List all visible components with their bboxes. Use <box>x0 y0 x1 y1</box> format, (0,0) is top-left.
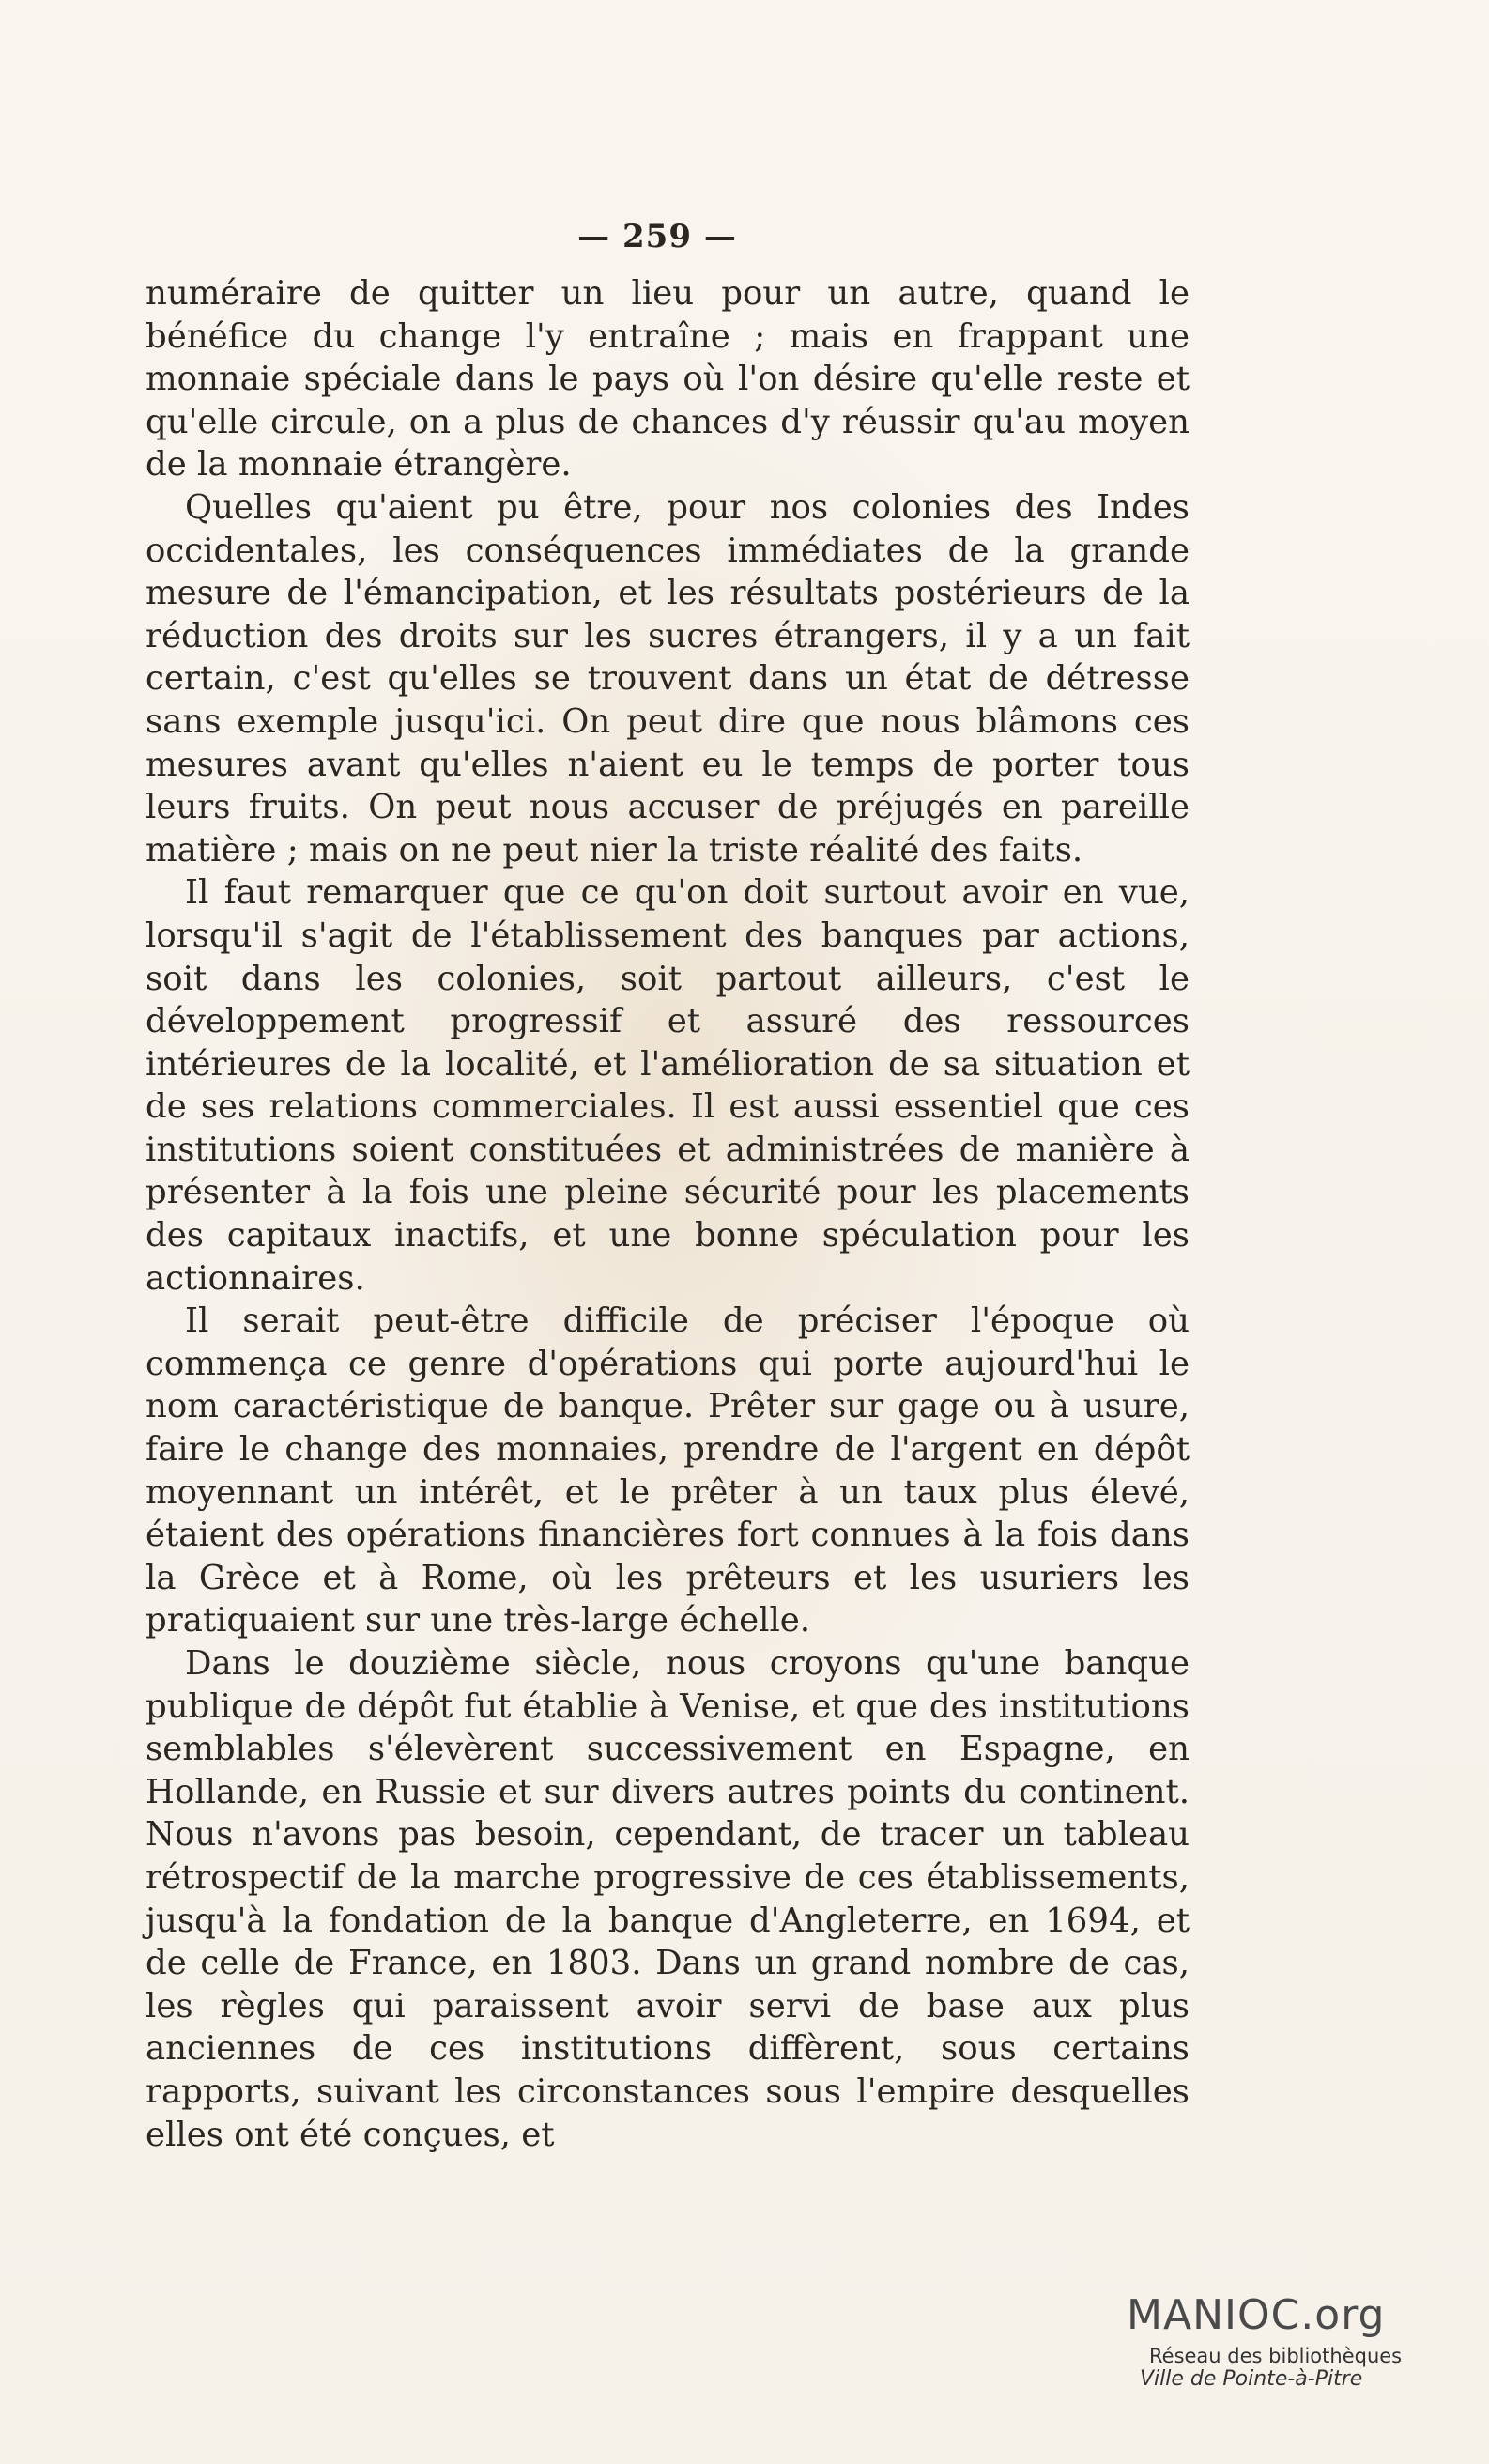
page-number: — 259 — <box>577 218 737 255</box>
paragraph: Quelles qu'aient pu être, pour nos colonies des Indes occidentales, les conséquences immédiates de la grande mesure de l'émancipation, et les résultats postérieurs de la réduction des droits sur les sucres étrangers, il y a un fait certain, c'est qu'elles se trouvent dans un état de détresse sans exemple jusqu'ici. On peut dire que nous blâmons ces mesures avant qu'elles n'aient eu le temps de porter tous leurs fruits. On peut nous accuser de préjugés en pareille matière ; mais on ne peut nier la triste réalité des faits. <box>146 487 1190 870</box>
logo-subtitle: Réseau des bibliothèques <box>1149 2345 1403 2367</box>
paragraph: Dans le douzième siècle, nous croyons qu'une banque publique de dépôt fut établie à Venise, et que des institutions semblables s'élevèrent successivement en Espagne, en Hollande, en Russie et sur divers autres points du continent. Nous n'avons pas besoin, cependant, de tracer un tableau rétrospectif de la marche progressive de ces établissements, jusqu'à la fondation de la banque d'Angleterre, en 1694, et de celle de France, en 1803. Dans un grand nombre de cas, les règles qui paraissent avoir servi de base aux plus anciennes de ces institutions diffèrent, sous certains rapports, suivant les circonstances sous l'empire desquelles elles ont été conçues, et <box>146 1644 1190 2154</box>
manioc-logo <box>1127 2291 1446 2391</box>
paragraph: Il serait peut-être difficile de préciser l'époque où commença ce genre d'opérations qui porte aujourd'hui le nom caractéristique de banque. Prêter sur gage ou à usure, faire le change des monnaies, prendre de l'argent en dépôt moyennant un intérêt, et le prêter à un taux plus élevé, étaient des opérations financières fort connues à la fois dans la Grèce et à Rome, où les prêteurs et les usuriers les pratiquaient sur une très-large échelle. <box>146 1301 1190 1640</box>
paragraph-continuation: numéraire de quitter un lieu pour un autre, quand le bénéfice du change l'y entraîne ; mais en frappant une monnaie spéciale dans le pays où l'on désire qu'elle reste et qu'elle circule, on a plus de chances d'y réussir qu'au moyen de la monnaie étrangère. <box>146 274 1190 485</box>
logo-location: Ville de Pointe-à-Pitre <box>1140 2367 1363 2391</box>
logo-name: MANIOC.org <box>1127 2291 1386 2339</box>
paragraph: Il faut remarquer que ce qu'on doit surtout avoir en vue, lorsqu'il s'agit de l'établissement des banques par actions, soit dans les colonies, soit partout ailleurs, c'est le développement progressif et assuré des ressources intérieures de la localité, et l'amélioration de sa situation et de ses relations commerciales. Il est aussi essentiel que ces institutions soient constituées et administrées de manière à présenter à la fois une pleine sécurité pour les placements des capitaux inactifs, et une bonne spéculation pour les actionnaires. <box>146 873 1190 1298</box>
body-text <box>146 272 1190 2156</box>
